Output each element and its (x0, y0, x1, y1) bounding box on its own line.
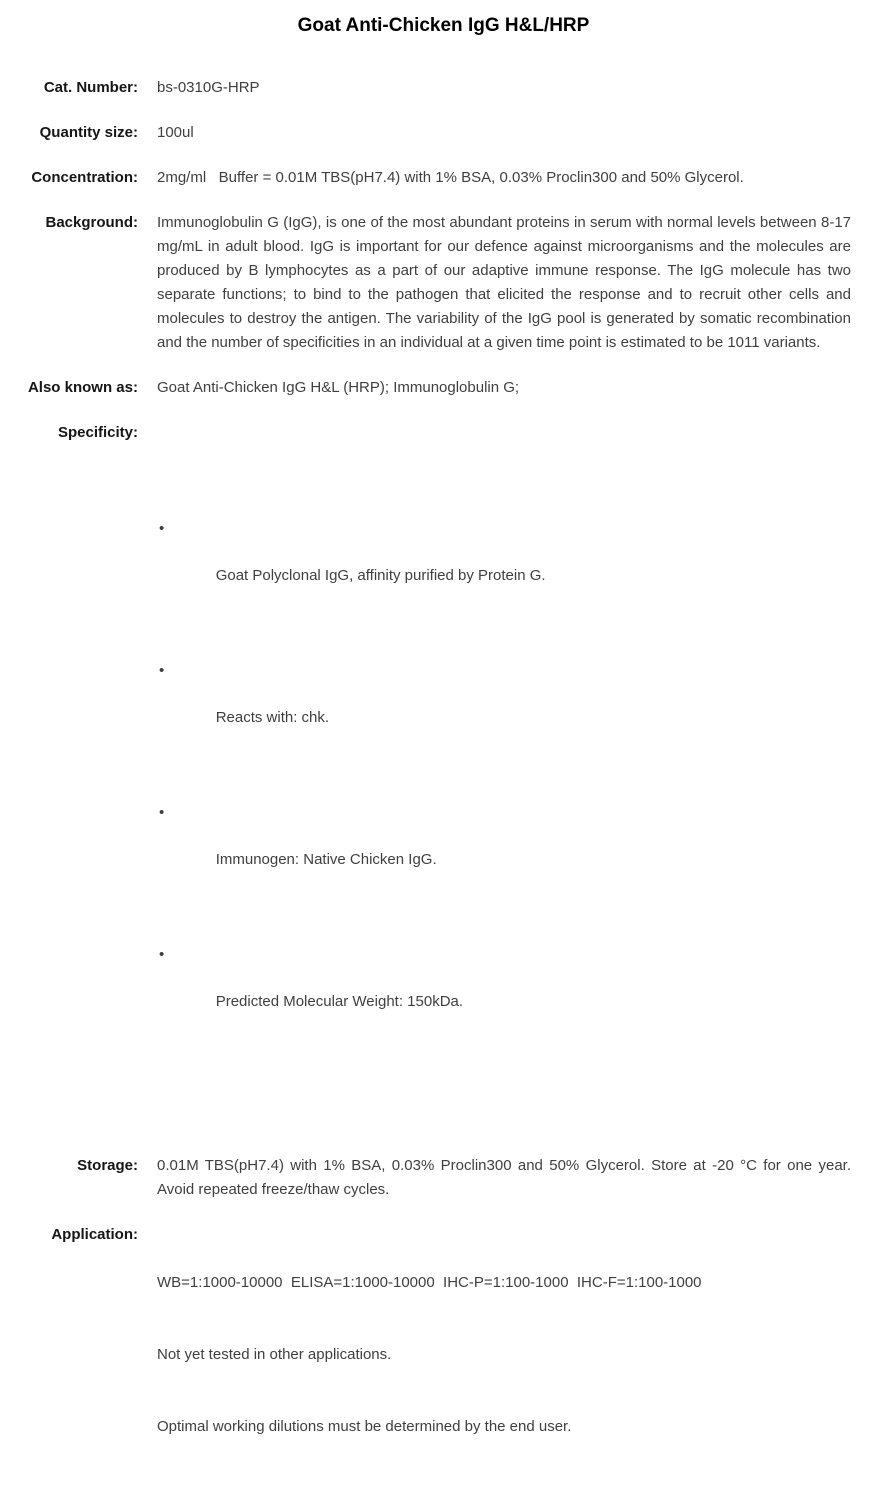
cat-number-value: bs-0310G-HRP (157, 79, 260, 96)
also-known-as-value: Goat Anti-Chicken IgG H&L (HRP); Immunoglobulin G; (157, 379, 520, 396)
application-label: Application: (51, 1226, 138, 1243)
specificity-bullet-item (157, 801, 851, 895)
background-value: Immunoglobulin G (IgG), is one of the most abundant proteins in serum with normal levels between 8-17 mg/mL in adult blood. IgG is important for our defence against microorganisms and the molecules are produced by B lymphocytes as a part of our adaptive immune response. The IgG molecule has two separate functions; to bind to the pathogen that elicited the response and to recruit other cells and molecules to destroy the antigen. The variability of the IgG pool is generated by somatic recombination and the number of specificities in an individual at a given time point is estimated to be 1011 variants. (157, 214, 856, 351)
storage-value: 0.01M TBS(pH7.4) with 1% BSA, 0.03% Proclin300 and 50% Glycerol. Store at -20 °C for one year. Avoid repeated freeze/thaw cycles. (157, 1157, 855, 1198)
quantity-size-value: 100ul (157, 124, 194, 141)
specificity-item-text: Predicted Molecular Weight: 150kDa. (215, 993, 464, 1010)
specificity-value (157, 421, 851, 1133)
specificity-item-text: Goat Polyclonal IgG, affinity purified by Protein G. (215, 567, 546, 584)
bullet-icon: • (159, 946, 165, 963)
specificity-bullet-list (157, 469, 851, 1085)
specificity-item-text: Immunogen: Native Chicken IgG. (215, 851, 437, 868)
storage-label: Storage: (77, 1157, 138, 1174)
application-disclaimer-line: Optimal working dilutions must be determined by the end user. (157, 1418, 572, 1435)
bullet-icon: • (159, 804, 165, 821)
field-row-application (8, 1223, 851, 1487)
field-row-background (8, 211, 856, 355)
page-title: Goat Anti-Chicken IgG H&L/HRP (297, 15, 590, 36)
concentration-value: 2mg/ml Buffer = 0.01M TBS(pH7.4) with 1% BSA, 0.03% Proclin300 and 50% Glycerol. (157, 169, 744, 186)
specificity-bullet-item (157, 943, 851, 1037)
specificity-label: Specificity: (57, 424, 138, 441)
bullet-icon: • (159, 520, 165, 537)
specificity-bullet-item (157, 517, 851, 611)
field-row-also-known-as (8, 376, 851, 400)
application-dilutions-line: WB=1:1000-10000 ELISA=1:1000-10000 IHC-P=1:100-1000 IHC-F=1:100-1000 (157, 1274, 702, 1291)
field-row-storage (8, 1154, 855, 1202)
field-row-quantity-size (8, 121, 851, 145)
field-row-concentration (8, 166, 851, 190)
also-known-as-label: Also known as: (27, 379, 138, 396)
specificity-item-text: Reacts with: chk. (215, 709, 330, 726)
application-note-line: Not yet tested in other applications. (157, 1346, 392, 1363)
field-row-specificity (8, 421, 851, 1133)
quantity-size-label: Quantity size: (39, 124, 138, 141)
cat-number-label: Cat. Number: (43, 79, 138, 96)
field-row-cat-number (8, 76, 851, 100)
concentration-label: Concentration: (31, 169, 138, 186)
specificity-bullet-item (157, 659, 851, 753)
background-label: Background: (45, 214, 138, 231)
bullet-icon: • (159, 662, 165, 679)
application-value (157, 1223, 851, 1487)
